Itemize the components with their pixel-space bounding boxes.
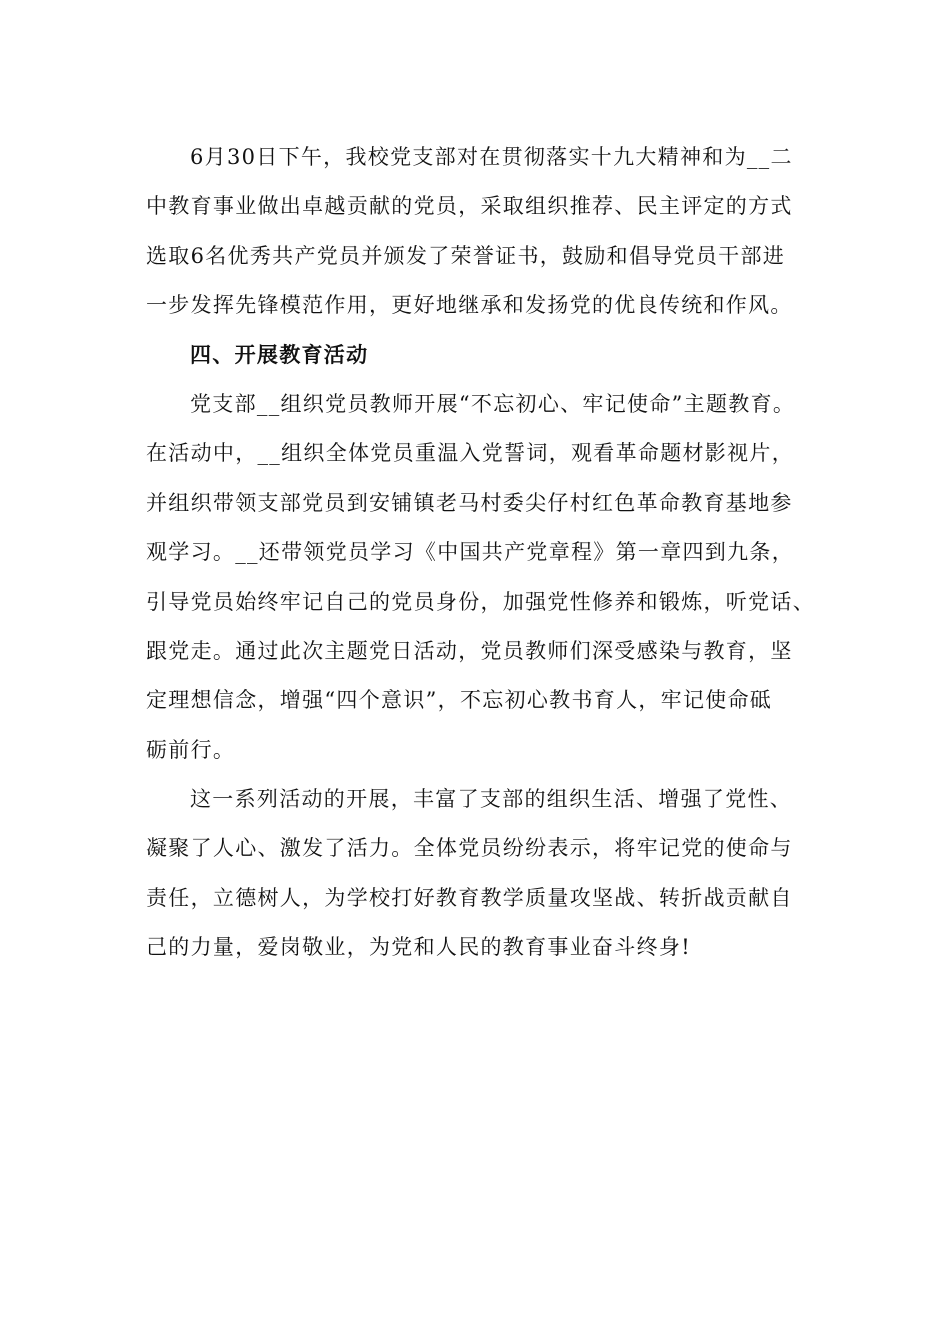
paragraph-award-ceremony — [146, 133, 814, 331]
text-line: 并组织带领支部党员到安铺镇老马村委尖仔村红色革命教育基地参 — [146, 490, 793, 515]
paragraph-education-activity — [146, 380, 814, 775]
text-line: 6月30日下午，我校党支部对在贯彻落实十九大精神和为__二 — [190, 145, 793, 169]
section-heading: 四、开展教育活动 — [190, 342, 369, 367]
paragraph-conclusion — [146, 775, 814, 973]
text-line: 一步发挥先锋模范作用，更好地继承和发扬党的优良传统和作风。 — [146, 293, 793, 318]
text-line: 定理想信念，增强“四个意识”，不忘初心教书育人，牢记使命砥 — [146, 688, 773, 713]
text-line: 在活动中，__组织全体党员重温入党誓词，观看革命题材影视片， — [146, 441, 794, 466]
text-line: 引导党员始终牢记自己的党员身份，加强党性修养和锻炼，听党话、 — [146, 589, 815, 614]
text-line: 中教育事业做出卓越贡献的党员，采取组织推荐、民主评定的方式 — [146, 194, 793, 219]
text-line: 己的力量，爱岗敬业，为党和人民的教育事业奋斗终身! — [146, 935, 691, 960]
text-line: 这一系列活动的开展，丰富了支部的组织生活、增强了党性、 — [190, 787, 793, 812]
text-line: 选取6名优秀共产党员并颁发了荣誉证书，鼓励和倡导党员干部进 — [146, 243, 786, 268]
text-line: 责任，立德树人，为学校打好教育教学质量攻坚战、转折战贡献自 — [146, 885, 793, 910]
text-line: 砺前行。 — [146, 737, 236, 762]
text-line: 党支部__组织党员教师开展“不忘初心、牢记使命”主题教育。 — [190, 391, 796, 416]
text-line: 跟党走。通过此次主题党日活动，党员教师们深受感染与教育，坚 — [146, 638, 793, 663]
text-line: 观学习。__还带领党员学习《中国共产党章程》第一章四到九条， — [146, 540, 794, 565]
text-line: 凝聚了人心、激发了活力。全体党员纷纷表示，将牢记党的使命与 — [146, 836, 793, 861]
document-body — [146, 133, 814, 973]
